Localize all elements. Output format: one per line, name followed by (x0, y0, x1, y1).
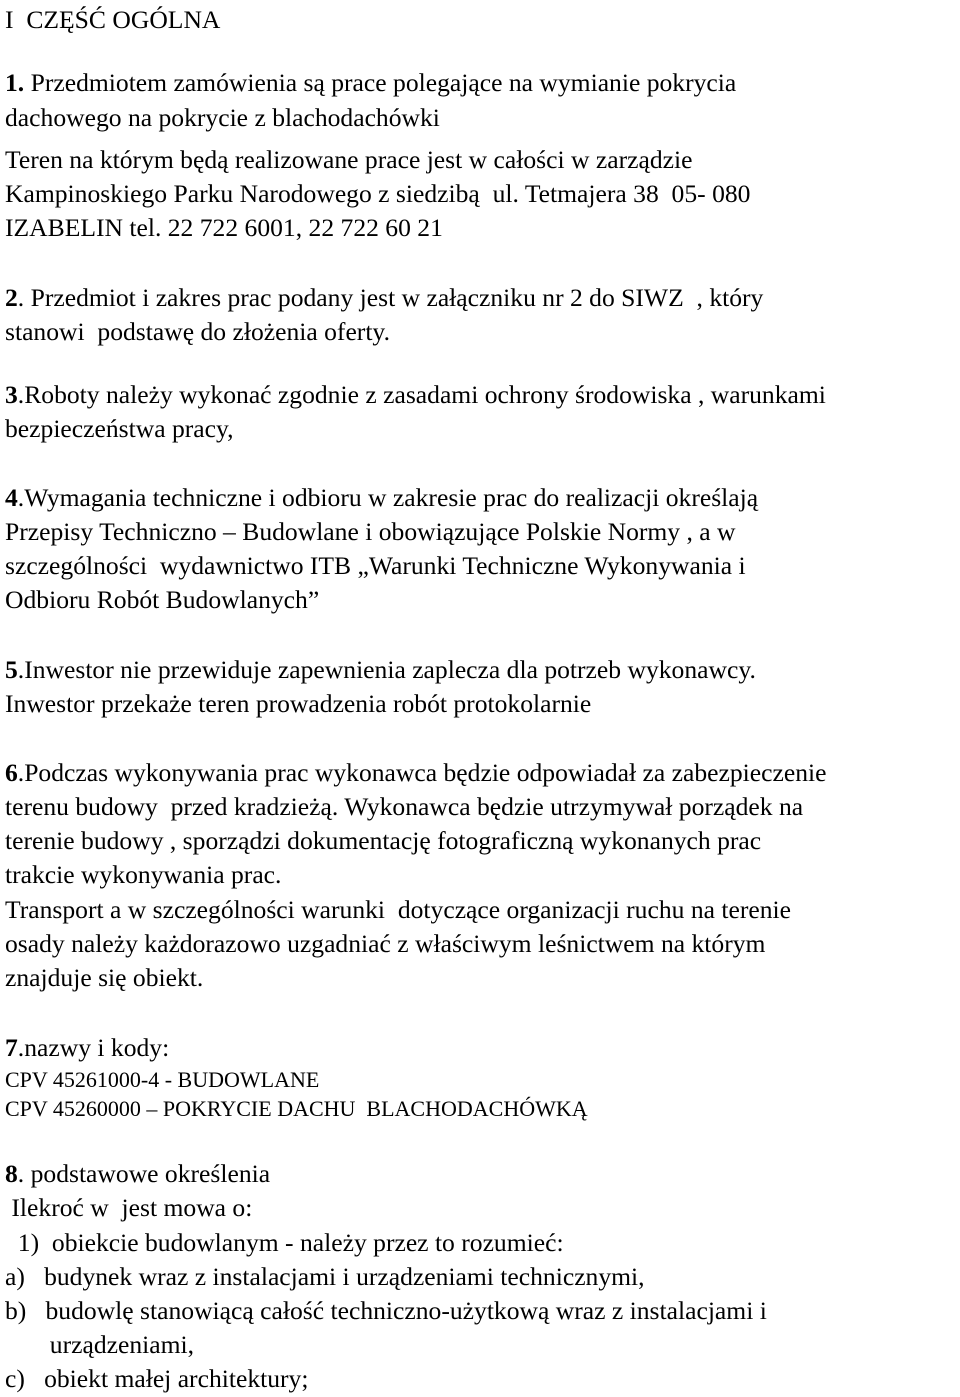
section-4-text: .Wymagania techniczne i odbioru w zakresie prac do realizacji określają (17, 483, 759, 512)
definition-item-c: c) obiekt małej architektury; (5, 1364, 309, 1393)
section-4-number: 4 (5, 483, 18, 512)
section-1-line-1 (5, 66, 736, 100)
section-3-line-2: bezpieczeństwa pracy, (5, 414, 234, 443)
section-5-text: .Inwestor nie przewiduje zapewnienia zaplecza dla potrzeb wykonawcy. (17, 655, 756, 684)
section-8-text: . podstawowe określenia (17, 1159, 271, 1188)
cpv-code-2: CPV 45260000 – POKRYCIE DACHU BLACHODACHÓWKĄ (5, 1096, 588, 1121)
section-8-line-1 (5, 1157, 270, 1191)
section-3-number: 3 (5, 380, 18, 409)
section-6-line-1 (5, 756, 826, 790)
definition-item-a: a) budynek wraz z instalacjami i urządzeniami technicznymi, (5, 1262, 645, 1291)
section-6-line-3: terenie budowy , sporządzi dokumentację fotograficzną wykonanych prac (5, 826, 762, 855)
section-7-text: .nazwy i kody: (17, 1033, 170, 1062)
definition-item-b-cont: urządzeniami, (5, 1330, 195, 1359)
section-6-text: .Podczas wykonywania prac wykonawca będzie odpowiadał za zabezpieczenie (17, 758, 827, 787)
section-6-line-5: Transport a w szczególności warunki dotyczące organizacji ruchu na terenie (5, 895, 791, 924)
section-6-line-4: trakcie wykonywania prac. (5, 860, 282, 889)
section-2-line-2: stanowi podstawę do złożenia oferty. (5, 317, 390, 346)
section-1-number: 1. (5, 68, 25, 97)
section-heading: I CZĘŚĆ OGÓLNA (5, 5, 221, 34)
section-6-line-7: znajduje się obiekt. (5, 963, 204, 992)
section-7-line-1 (5, 1031, 169, 1065)
section-8-number: 8 (5, 1159, 18, 1188)
cpv-code-1: CPV 45261000-4 - BUDOWLANE (5, 1067, 320, 1092)
section-4-line-4: Odbioru Robót Budowlanych” (5, 585, 320, 614)
section-4-line-3: szczególności wydawnictwo ITB „Warunki Techniczne Wykonywania i (5, 551, 746, 580)
section-1-line-4: Kampinoskiego Parku Narodowego z siedzibą ul. Tetmajera 38 05- 080 (5, 179, 751, 208)
section-2-line-1 (5, 281, 763, 315)
section-1-text: Przedmiotem zamówienia są prace polegające na wymianie pokrycia (24, 68, 737, 97)
section-2-number: 2 (5, 283, 18, 312)
section-5-line-1 (5, 653, 756, 687)
section-1-line-5: IZABELIN tel. 22 722 6001, 22 722 60 21 (5, 213, 443, 242)
section-1-line-3: Teren na którym będą realizowane prace jest w całości w zarządzie (5, 145, 693, 174)
section-8-line-2: Ilekroć w jest mowa o: (5, 1193, 253, 1222)
section-7-number: 7 (5, 1033, 18, 1062)
section-2-text: . Przedmiot i zakres prac podany jest w załączniku nr 2 do SIWZ , który (17, 283, 764, 312)
definition-item-1: 1) obiekcie budowlanym - należy przez to rozumieć: (5, 1228, 564, 1257)
section-3-text: .Roboty należy wykonać zgodnie z zasadami ochrony środowiska , warunkami (17, 380, 826, 409)
section-1-line-2: dachowego na pokrycie z blachodachówki (5, 103, 440, 132)
section-5-line-2: Inwestor przekaże teren prowadzenia robót protokolarnie (5, 689, 592, 718)
definition-item-b: b) budowlę stanowiącą całość techniczno-użytkową wraz z instalacjami i (5, 1296, 767, 1325)
section-6-number: 6 (5, 758, 18, 787)
section-5-number: 5 (5, 655, 18, 684)
section-6-line-6: osady należy każdorazowo uzgadniać z właściwym leśnictwem na którym (5, 929, 766, 958)
section-4-line-2: Przepisy Techniczno – Budowlane i obowiązujące Polskie Normy , a w (5, 517, 736, 546)
section-6-line-2: terenu budowy przed kradzieżą. Wykonawca będzie utrzymywał porządek na (5, 792, 804, 821)
section-3-line-1 (5, 378, 826, 412)
section-4-line-1 (5, 481, 758, 515)
